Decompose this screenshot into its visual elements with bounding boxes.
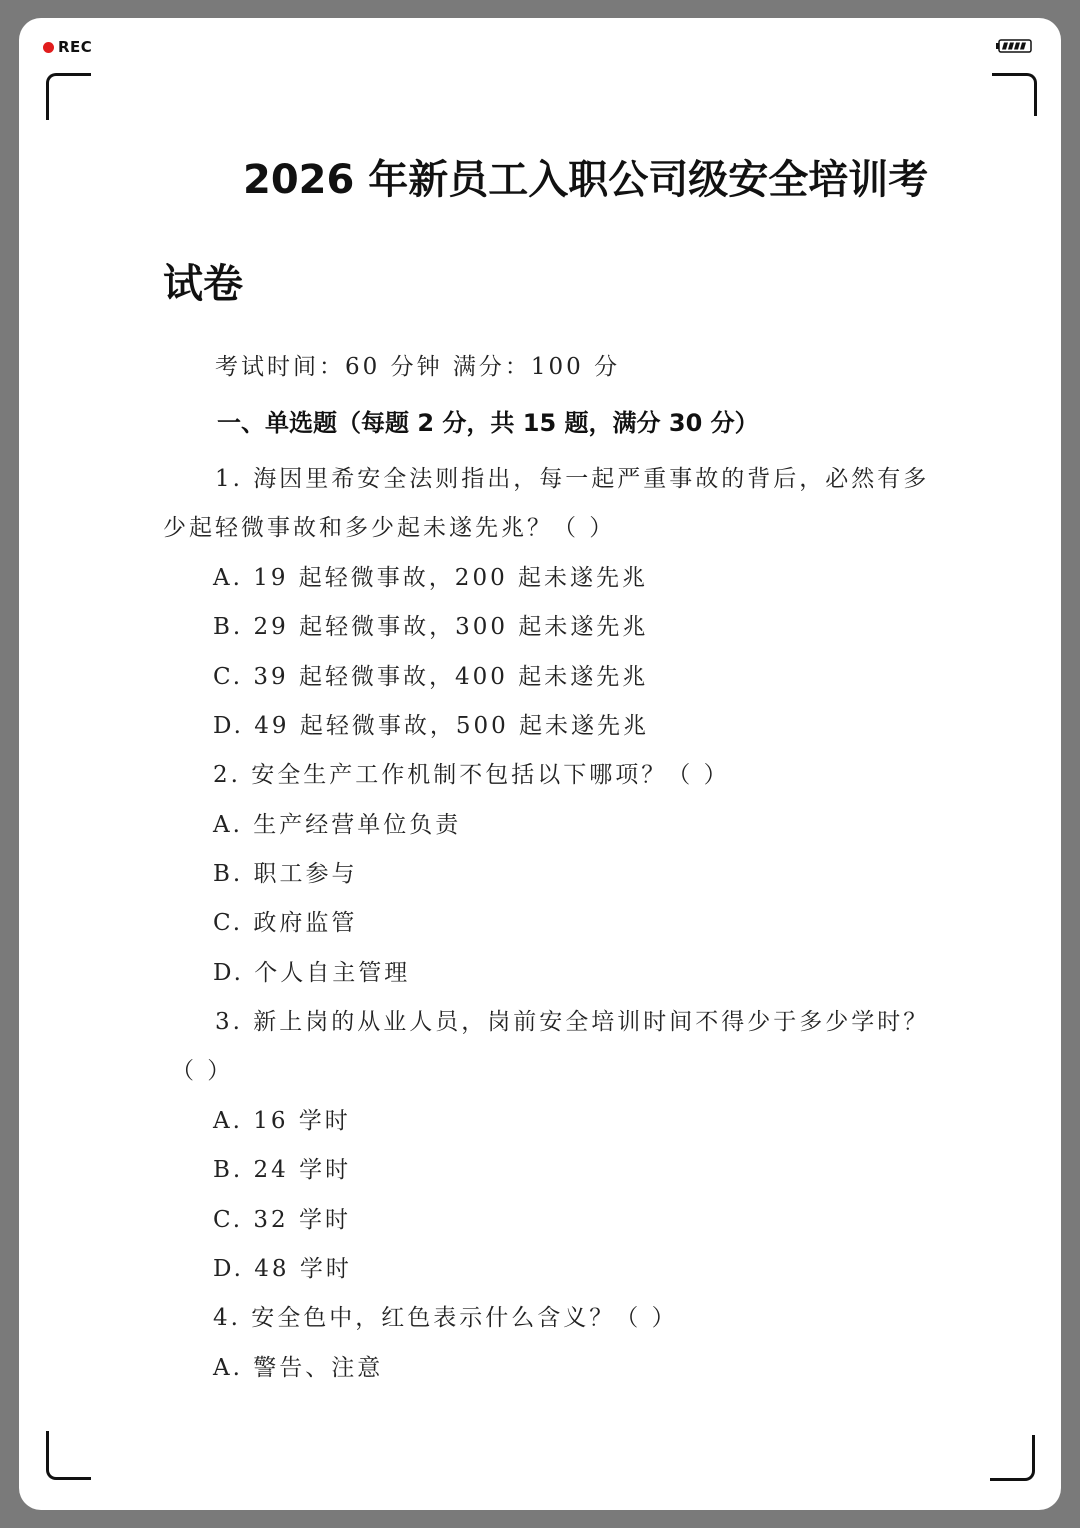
answer-option: C. 32 学时: [213, 1207, 351, 1233]
question-text: 2. 安全生产工作机制不包括以下哪项？（ ）: [213, 762, 730, 788]
answer-option: C. 政府监管: [213, 910, 358, 936]
answer-option: B. 职工参与: [213, 861, 358, 887]
exam-document: [19, 18, 1061, 1510]
question-text: 4. 安全色中，红色表示什么含义？（ ）: [213, 1305, 678, 1331]
answer-option: B. 29 起轻微事故，300 起未遂先兆: [213, 614, 649, 640]
exam-info: 考试时间：60 分钟 满分：100 分: [215, 354, 621, 380]
question-text-continued: 少起轻微事故和多少起未遂先兆？（ ）: [163, 515, 616, 541]
page-frame: [19, 18, 1061, 1510]
question-text: 1. 海因里希安全法则指出，每一起严重事故的背后，必然有多: [215, 466, 930, 492]
section-heading: 一、单选题（每题 2 分，共 15 题，满分 30 分）: [217, 409, 759, 437]
answer-option: A. 警告、注意: [213, 1355, 384, 1381]
document-title-continued: 试卷: [163, 261, 243, 307]
question-text: 3. 新上岗的从业人员，岗前安全培训时间不得少于多少学时？: [215, 1009, 930, 1035]
answer-option: C. 39 起轻微事故，400 起未遂先兆: [213, 664, 649, 690]
document-title: 2026 年新员工入职公司级安全培训考: [243, 157, 929, 203]
answer-option: D. 个人自主管理: [213, 960, 411, 986]
answer-option: A. 16 学时: [213, 1108, 351, 1134]
answer-option: A. 19 起轻微事故，200 起未遂先兆: [213, 565, 649, 591]
question-text-continued: （ ）: [171, 1058, 234, 1084]
answer-option: B. 24 学时: [213, 1157, 352, 1183]
answer-option: D. 48 学时: [213, 1256, 352, 1282]
answer-option: D. 49 起轻微事故，500 起未遂先兆: [213, 713, 650, 739]
answer-option: A. 生产经营单位负责: [213, 812, 462, 838]
rec-label: REC: [58, 38, 93, 56]
